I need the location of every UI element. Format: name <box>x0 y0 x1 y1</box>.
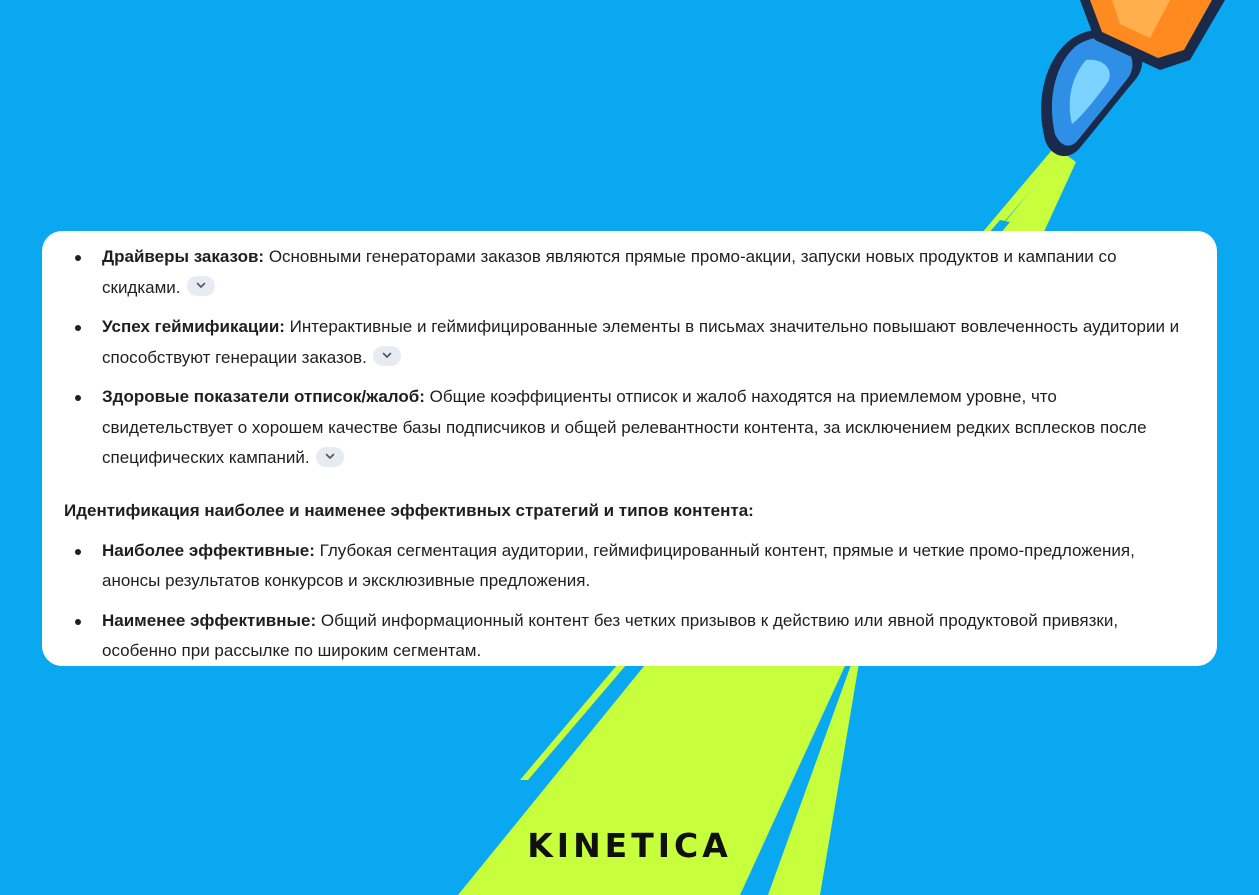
chevron-down-icon <box>196 282 206 289</box>
list-item-text: Глубокая сегментация аудитории, геймифицированный контент, прямые и четкие промо-предложения, анонсы результатов конкурсов и эксклюзивные предложения. <box>102 540 1135 590</box>
list-item <box>64 382 1191 474</box>
content-card <box>42 231 1217 666</box>
section-heading: Идентификация наиболее и наименее эффективных стратегий и типов контента: <box>64 500 754 520</box>
list-item-term: Наиболее эффективные: <box>102 540 315 560</box>
list-item-term: Успех геймификации: <box>102 317 285 336</box>
list-item-text: Основными генераторами заказов являются прямые промо-акции, запуски новых продуктов и кампании со скидками. <box>102 247 1117 297</box>
list-item-term: Наименее эффективные: <box>102 610 317 630</box>
list-item <box>64 242 1191 303</box>
strategies-list <box>64 536 1191 667</box>
rocket-pen-illustration <box>1041 0 1225 156</box>
list-item-text: Общий информационный контент без четких призывов к действию или явной продуктовой привязки, особенно при рассылке по широким сегментам. <box>102 610 1119 660</box>
list-item-text: Общие коэффициенты отписок и жалоб находятся на приемлемом уровне, что свидетельствует о хорошем качестве базы подписчиков и общей релевантности контента, за исключением редких всплесков после специфических кампаний. <box>102 387 1147 467</box>
list-item-text: Интерактивные и геймифицированные элементы в письмах значительно повышают вовлеченность аудитории и способствуют генерации заказов. <box>102 317 1180 367</box>
expand-sources-button[interactable] <box>187 276 215 296</box>
list-item-term: Драйверы заказов: <box>102 247 265 266</box>
list-item <box>64 312 1191 373</box>
expand-sources-button[interactable] <box>316 447 344 467</box>
chevron-down-icon <box>382 352 392 359</box>
expand-sources-button[interactable] <box>373 346 401 366</box>
list-item <box>64 606 1191 667</box>
chevron-down-icon <box>325 453 335 460</box>
list-item-term: Здоровые показатели отписок/жалоб: <box>102 387 425 406</box>
key-findings-list <box>64 242 1191 474</box>
brand-logo: KINETICA <box>527 826 732 865</box>
list-item <box>64 536 1191 597</box>
